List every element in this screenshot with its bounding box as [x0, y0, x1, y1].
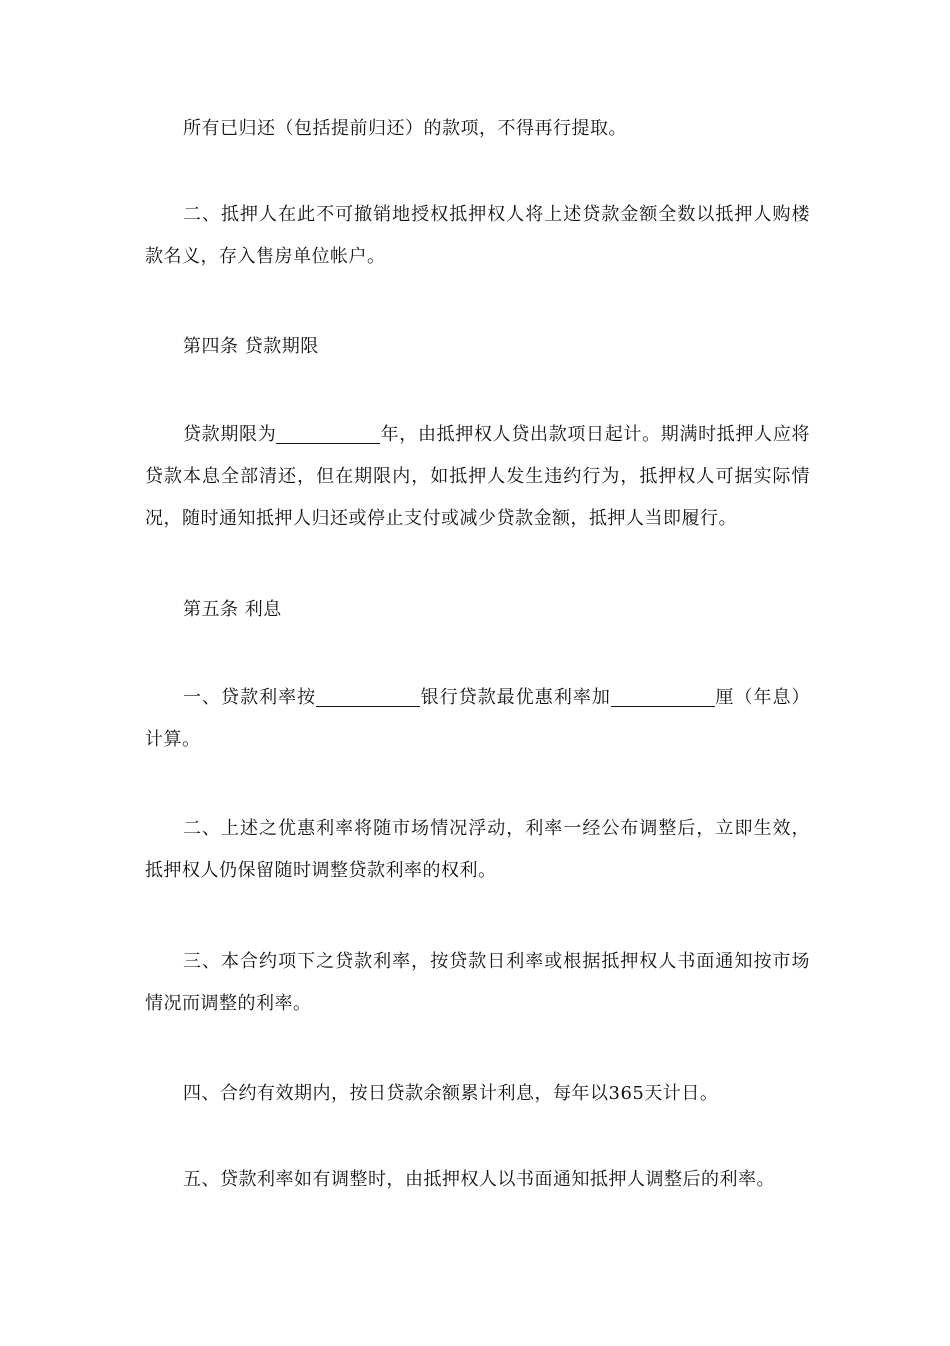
loan-term-text-before: 贷款期限为: [183, 424, 277, 445]
paragraph-rate-notice: 五、贷款利率如有调整时，由抵押权人以书面通知抵押人调整后的利率。: [183, 1169, 775, 1190]
paragraph-floating-rate: 二、上述之优惠利率将随市场情况浮动，利率一经公布调整后，立即生效，抵押权人仍保留随时调整贷款利率的权利。: [145, 818, 810, 881]
interest-text-before: 一、贷款利率按: [183, 687, 317, 708]
paragraph-daily-interest: 四、合约有效期内，按日贷款余额累计利息，每年以365天计日。: [183, 1083, 719, 1104]
paragraph-repaid-funds: 所有已归还（包括提前归还）的款项，不得再行提取。: [183, 118, 627, 139]
loan-term-blank: [276, 425, 380, 444]
bank-name-blank: [316, 688, 420, 707]
paragraph-loan-term: [145, 414, 810, 540]
interest-text-after: 厘（年息）计算。: [145, 687, 811, 750]
paragraph-interest-rate: [145, 677, 810, 761]
interest-text-middle: 银行贷款最优惠利率加: [420, 687, 611, 708]
loan-term-text-after: 年，由抵押权人贷出款项日起计。期满时抵押人应将贷款本息全部清还，但在期限内，如抵押人发生违约行为，抵押权人可据实际情况，随时通知抵押人归还或停止支付或减少贷款金额，抵押人当即履行。: [145, 424, 811, 529]
paragraph-rate-basis: 三、本合约项下之贷款利率，按贷款日利率或根据抵押权人书面通知按市场情况而调整的利率。: [145, 951, 810, 1014]
heading-article-5: 第五条 利息: [183, 599, 282, 620]
rate-increment-blank: [611, 688, 715, 707]
heading-article-4: 第四条 贷款期限: [183, 336, 319, 357]
paragraph-authorization: 二、抵押人在此不可撤销地授权抵押权人将上述贷款金额全数以抵押人购楼款名义，存入售房单位帐户。: [145, 204, 810, 267]
